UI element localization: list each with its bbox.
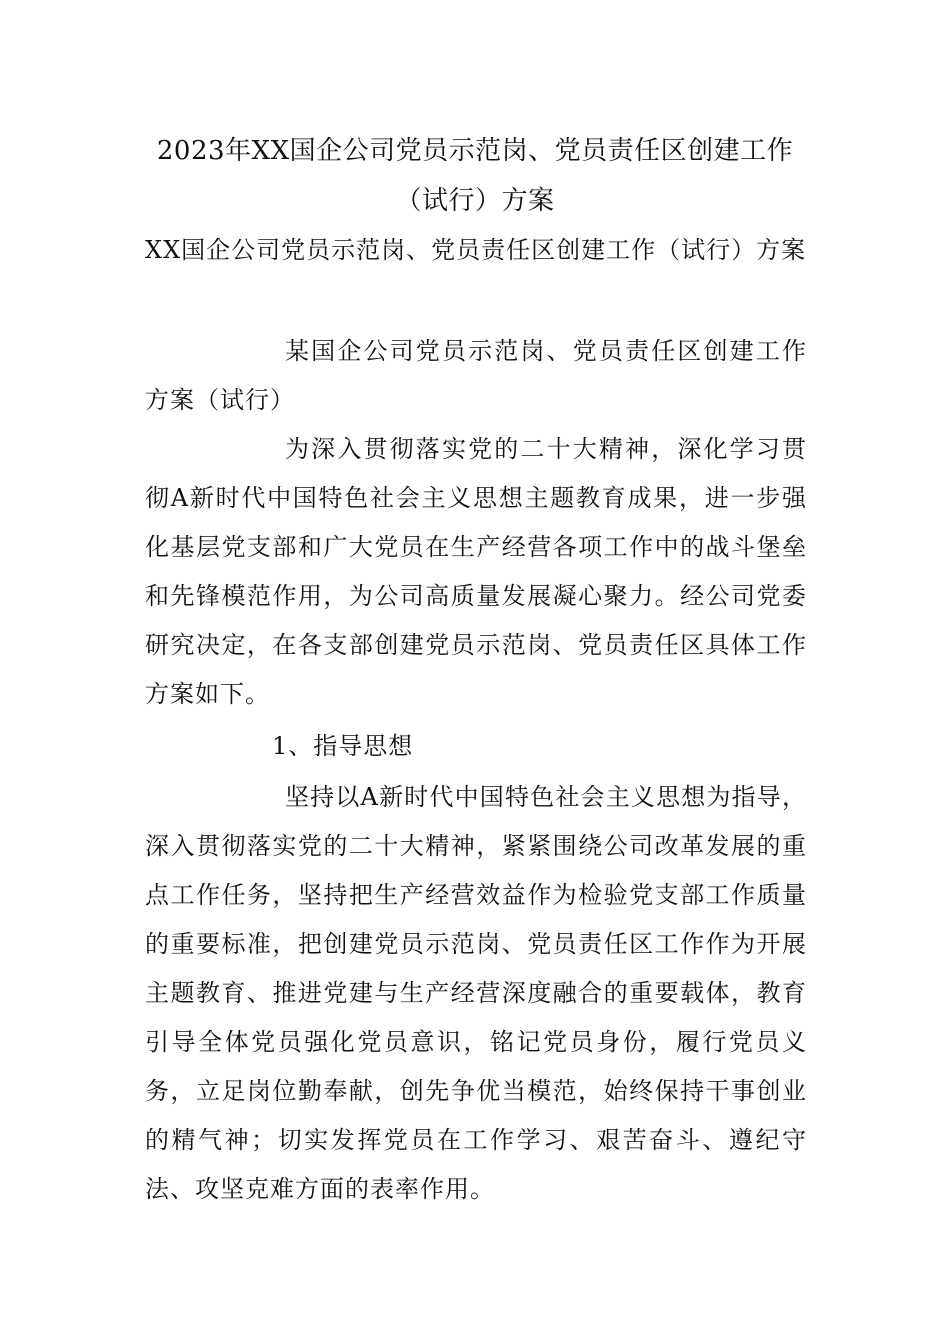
guiding-ideology-paragraph: 坚持以A新时代中国特色社会主义思想为指导，深入贯彻落实党的二十大精神，紧紧围绕公司改革发展的重点工作任务，坚持把生产经营效益作为检验党支部工作质量的重要标准，把创建党员示范岗、党员责任区工作作为开展主题教育、推进党建与生产经营深度融合的重要载体，教育引导全体党员强化党员意识，铭记党员身份，履行党员义务，立足岗位勤奉献，创先争优当模范，始终保持干事创业的精气神；切实发挥党员在工作学习、艰苦奋斗、遵纪守法、攻坚克难方面的表率作用。 <box>145 783 807 1203</box>
subtitle-paragraph: XX国企公司党员示范岗、党员责任区创建工作（试行）方案 <box>145 236 807 264</box>
document-title-line-2: （试行）方案 <box>395 186 555 216</box>
document-title-line-1: 2023年XX国企公司党员示范岗、党员责任区创建工作 <box>156 136 794 166</box>
intro-paragraph: 为深入贯彻落实党的二十大精神，深化学习贯彻A新时代中国特色社会主义思想主题教育成果，进一步强化基层党支部和广大党员在生产经营各项工作中的战斗堡垒和先锋模范作用，为公司高质量发展凝心聚力。经公司党委研究决定，在各支部创建党员示范岗、党员责任区具体工作方案如下。 <box>145 435 807 708</box>
plan-name-paragraph: 某国企公司党员示范岗、党员责任区创建工作方案（试行） <box>145 337 807 414</box>
section-heading-guiding-ideology: 1、指导思想 <box>272 732 414 760</box>
